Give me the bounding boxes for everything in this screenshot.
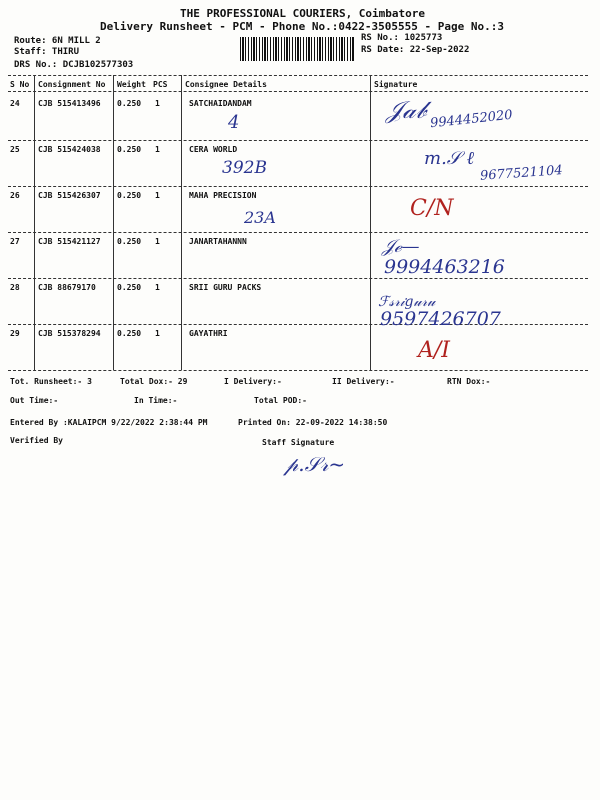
- staff-signature-label: Staff Signature: [262, 438, 335, 447]
- runsheet-subtitle: Delivery Runsheet - PCM - Phone No.:0422-3505555 - Page No.:3: [100, 20, 504, 33]
- table-row-sno: 24: [10, 99, 20, 108]
- handwritten-remark: C/N: [410, 196, 454, 221]
- col-header-consignment: Consignment No: [38, 80, 106, 89]
- table-row-weight: 0.250: [117, 237, 142, 246]
- table-row-consignee: GAYATHRI: [189, 329, 228, 338]
- total-pod: Total POD:-: [254, 396, 307, 405]
- table-row-sno: 25: [10, 145, 20, 154]
- rtn-dox: RTN Dox:-: [447, 377, 491, 386]
- drs-number: DRS No.: DCJB102577303: [14, 60, 134, 70]
- table-row-pcs: 1: [155, 145, 160, 154]
- table-row-consignee: SRII GURU PACKS: [189, 283, 262, 292]
- staff-signature-scribble: 𝓅.𝒮𝓇~: [284, 452, 346, 476]
- table-row-sno: 28: [10, 283, 20, 292]
- i-delivery: I Delivery:-: [224, 377, 282, 386]
- company-title: THE PROFESSIONAL COURIERS, Coimbatore: [180, 7, 426, 20]
- table-row-consignee: MAHA PRECISION: [189, 191, 257, 200]
- handwritten-remark: A/I: [418, 338, 450, 363]
- route-label: Route: 6N MILL 2: [14, 36, 101, 46]
- column-divider: [113, 75, 114, 370]
- rs-number: RS No.: 1025773: [361, 33, 443, 43]
- table-row-consignment: CJB 515378294: [38, 329, 101, 338]
- col-header-sno: S No: [10, 80, 30, 89]
- table-row-consignee: SATCHAIDANDAM: [189, 99, 252, 108]
- staff-label: Staff: THIRU: [14, 47, 80, 57]
- col-header-consignee: Consignee Details: [185, 80, 267, 89]
- table-row-weight: 0.250: [117, 329, 142, 338]
- column-divider: [34, 75, 35, 370]
- table-row-consignee: CERA WORLD: [189, 145, 238, 154]
- handwritten-phone: 9944452020: [429, 107, 514, 132]
- barcode: [240, 37, 355, 61]
- table-row-weight: 0.250: [117, 191, 142, 200]
- handwritten-phone: 9597426707: [380, 308, 501, 330]
- total-dox: Total Dox:- 29: [120, 377, 188, 386]
- handwritten-door-no: 23A: [244, 208, 276, 227]
- handwritten-phone: 9994463216: [384, 256, 505, 278]
- table-row-consignee: JANARTAHANNN: [189, 237, 247, 246]
- table-row-sno: 27: [10, 237, 20, 246]
- entered-by: Entered By :KALAIPCM 9/22/2022 2:38:44 PM: [10, 418, 208, 427]
- table-row-consignment: CJB 515421127: [38, 237, 101, 246]
- table-row-consignment: CJB 515424038: [38, 145, 101, 154]
- in-time: In Time:-: [134, 396, 178, 405]
- col-header-pcs: PCS: [153, 80, 168, 89]
- handwritten-door-no: 392B: [222, 158, 267, 178]
- table-row-consignment: CJB 515413496: [38, 99, 101, 108]
- column-divider: [370, 75, 371, 370]
- table-top-rule: [8, 75, 588, 76]
- table-row-sno: 29: [10, 329, 20, 338]
- handwritten-door-no: 4: [228, 112, 240, 133]
- col-header-signature: Signature: [374, 80, 418, 89]
- table-row-pcs: 1: [155, 191, 160, 200]
- table-row-weight: 0.250: [117, 99, 142, 108]
- printed-on: Printed On: 22-09-2022 14:38:50: [238, 418, 388, 427]
- table-row-consignment: CJB 88679170: [38, 283, 96, 292]
- row-divider: [8, 324, 588, 325]
- table-row-weight: 0.250: [117, 283, 142, 292]
- row-divider: [8, 186, 588, 187]
- table-row-weight: 0.250: [117, 145, 142, 154]
- table-row-pcs: 1: [155, 237, 160, 246]
- signature-scribble: ℱ𝓈𝓇𝒾𝑔𝓊𝓇𝓊: [378, 294, 436, 310]
- tot-runsheet: Tot. Runsheet:- 3: [10, 377, 92, 386]
- verified-by: Verified By: [10, 436, 63, 445]
- table-row-pcs: 1: [155, 329, 160, 338]
- table-row-sno: 26: [10, 191, 20, 200]
- handwritten-phone: 9677521104: [479, 163, 564, 184]
- signature-scribble: m.𝒮 ℓ: [424, 148, 474, 169]
- col-header-weight: Weight: [117, 80, 146, 89]
- table-row-pcs: 1: [155, 99, 160, 108]
- ii-delivery: II Delivery:-: [332, 377, 395, 386]
- table-row-pcs: 1: [155, 283, 160, 292]
- row-divider: [8, 278, 588, 279]
- column-divider: [181, 75, 182, 370]
- table-header-rule: [8, 91, 588, 92]
- table-row-consignment: CJB 515426307: [38, 191, 101, 200]
- table-bottom-rule: [8, 370, 588, 371]
- signature-scribble: 𝒥𝒶𝒷: [386, 96, 427, 124]
- row-divider: [8, 232, 588, 233]
- signature-scribble: 𝒥ℯ—: [382, 236, 420, 257]
- out-time: Out Time:-: [10, 396, 59, 405]
- row-divider: [8, 140, 588, 141]
- rs-date: RS Date: 22-Sep-2022: [361, 45, 470, 55]
